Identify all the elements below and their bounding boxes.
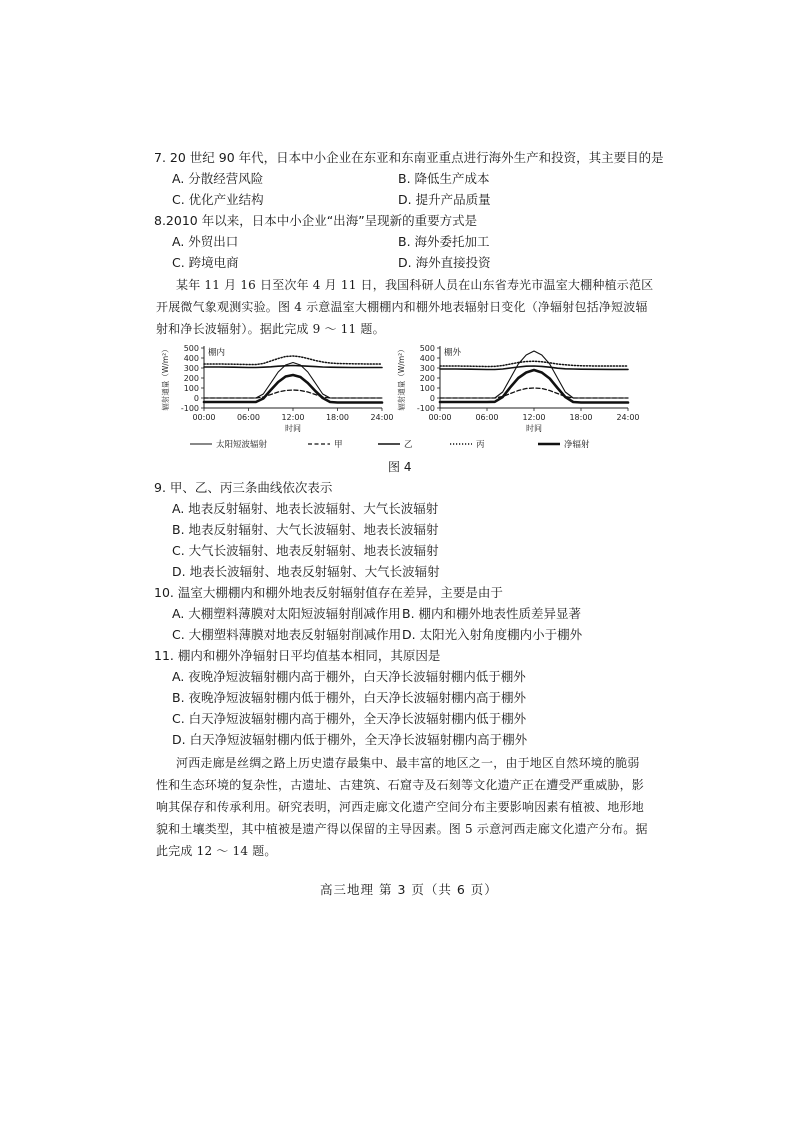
- passage-1-line-1: 某年 11 月 16 日至次年 4 月 11 日，我国科研人员在山东省寿光市温室大棚种植示范区: [176, 278, 654, 292]
- x-tick-label: 24:00: [370, 413, 394, 422]
- q8-option-a: A. 外贸出口: [172, 234, 239, 249]
- y-tick-label: 400: [183, 354, 199, 363]
- passage-2-line-3: 响其保存和传承利用。研究表明，河西走廊文化遗产空间分布主要影响因素有植被、地形地: [156, 800, 645, 814]
- passage-1-line-2: 开展微气象观测实验。图 4 示意温室大棚棚内和棚外地表辐射日变化（净辐射包括净短波辐: [156, 300, 648, 314]
- passage-2-line-4: 貌和土壤类型，其中植被是遗产得以保留的主导因素。图 5 示意河西走廊文化遗产分布。据: [156, 822, 648, 836]
- chart-panel-title: 棚外: [444, 348, 462, 358]
- q11-option-d: D. 白天净短波辐射棚内低于棚外，全天净长波辐射棚内高于棚外: [172, 732, 528, 747]
- y-tick-label: 200: [183, 374, 199, 383]
- q11-option-c: C. 白天净短波辐射棚内高于棚外，全天净长波辐射棚内低于棚外: [172, 711, 527, 726]
- passage-2-line-1: 河西走廊是丝绸之路上历史遗存最集中、最丰富的地区之一，由于地区自然环境的脆弱: [176, 756, 640, 770]
- series-line-solid-medium: [204, 366, 382, 368]
- x-tick-label: 00:00: [428, 413, 452, 422]
- legend-label: 净辐射: [564, 440, 590, 450]
- q10-option-b: B. 棚内和棚外地表性质差异显著: [402, 606, 582, 621]
- y-tick-label: 300: [183, 364, 199, 373]
- question-7-stem: 7. 20 世纪 90 年代，日本中小企业在东亚和东南亚重点进行海外生产和投资，其主要目的是: [154, 150, 664, 165]
- q9-option-d: D. 地表长波辐射、地表反射辐射、大气长波辐射: [172, 564, 440, 579]
- q9-option-b: B. 地表反射辐射、大气长波辐射、地表长波辐射: [172, 522, 439, 537]
- question-8-stem: 8.2010 年以来，日本中小企业“出海”呈现新的重要方式是: [154, 213, 478, 228]
- page-footer: 高三地理 第 3 页（共 6 页）: [320, 882, 498, 897]
- q7-option-d: D. 提升产品质量: [398, 192, 491, 207]
- x-tick-label: 06:00: [236, 413, 261, 422]
- chart-legend: [190, 439, 590, 450]
- x-tick-label: 12:00: [522, 413, 546, 422]
- x-tick-label: 18:00: [325, 413, 350, 422]
- figure-4-charts: [150, 340, 670, 452]
- passage-2-line-5: 此完成 12 ～ 14 题。: [156, 844, 277, 858]
- q7-option-a: A. 分散经营风险: [172, 171, 264, 186]
- x-tick-label: 12:00: [281, 413, 305, 422]
- y-axis-label: 辐射通量（W/m²）: [161, 345, 170, 411]
- chart-panel-title: 棚内: [208, 348, 226, 358]
- y-tick-label: 0: [429, 394, 435, 403]
- series-line-solid-thin: [440, 351, 628, 398]
- y-axis-label: 辐射通量（W/m²）: [397, 345, 406, 411]
- y-tick-label: -100: [180, 404, 199, 413]
- y-tick-label: 500: [183, 344, 199, 353]
- q11-option-b: B. 夜晚净短波辐射棚内低于棚外，白天净长波辐射棚内高于棚外: [172, 690, 527, 705]
- y-tick-label: 400: [419, 354, 435, 363]
- y-tick-label: 500: [419, 344, 435, 353]
- legend-label: 乙: [404, 440, 413, 450]
- question-10-stem: 10. 温室大棚棚内和棚外地表反射辐射值存在差异，主要是由于: [154, 585, 503, 600]
- legend-label: 甲: [334, 440, 343, 450]
- question-11-stem: 11. 棚内和棚外净辐射日平均值基本相同，其原因是: [154, 648, 441, 663]
- y-tick-label: -100: [416, 404, 435, 413]
- y-tick-label: 100: [183, 384, 199, 393]
- q7-option-b: B. 降低生产成本: [398, 171, 490, 186]
- q7-option-c: C. 优化产业结构: [172, 192, 264, 207]
- chart-panel-inside: [160, 344, 394, 433]
- y-tick-label: 0: [193, 394, 199, 403]
- q10-option-c: C. 大棚塑料薄膜对地表反射辐射削减作用: [172, 627, 402, 642]
- q10-option-a: A. 大棚塑料薄膜对太阳短波辐射削减作用: [172, 606, 401, 621]
- y-tick-label: 200: [419, 374, 435, 383]
- x-tick-label: 00:00: [192, 413, 216, 422]
- y-tick-label: 300: [419, 364, 435, 373]
- q8-option-d: D. 海外直接投资: [398, 255, 491, 270]
- series-line-dotted: [204, 356, 382, 365]
- x-axis-label: 时间: [285, 424, 301, 433]
- chart-panel-outside: [396, 344, 640, 433]
- question-9-stem: 9. 甲、乙、丙三条曲线依次表示: [154, 480, 333, 495]
- x-tick-label: 06:00: [475, 413, 499, 422]
- q8-option-c: C. 跨境电商: [172, 255, 239, 270]
- q9-option-a: A. 地表反射辐射、地表长波辐射、大气长波辐射: [172, 501, 439, 516]
- q8-option-b: B. 海外委托加工: [398, 234, 490, 249]
- passage-2-line-2: 性和生态环境的复杂性，古遗址、古建筑、石窟寺及石刻等文化遗产正在遭受严重威胁，影: [156, 778, 645, 792]
- q9-option-c: C. 大气长波辐射、地表反射辐射、地表长波辐射: [172, 543, 439, 558]
- legend-label: 丙: [476, 440, 485, 450]
- x-tick-label: 24:00: [616, 413, 640, 422]
- x-tick-label: 18:00: [569, 413, 593, 422]
- y-tick-label: 100: [419, 384, 435, 393]
- x-axis-label: 时间: [526, 424, 542, 433]
- legend-label: 太阳短波辐射: [216, 440, 268, 450]
- figure-caption: 图 4: [388, 460, 412, 474]
- q11-option-a: A. 夜晚净短波辐射棚内高于棚外，白天净长波辐射棚内低于棚外: [172, 669, 526, 684]
- series-line-dashed: [440, 388, 628, 398]
- passage-1-line-3: 射和净长波辐射）。据此完成 9 ～ 11 题。: [156, 322, 385, 336]
- series-line-dashed: [204, 390, 382, 398]
- q10-option-d: D. 太阳光入射角度棚内小于棚外: [402, 627, 583, 642]
